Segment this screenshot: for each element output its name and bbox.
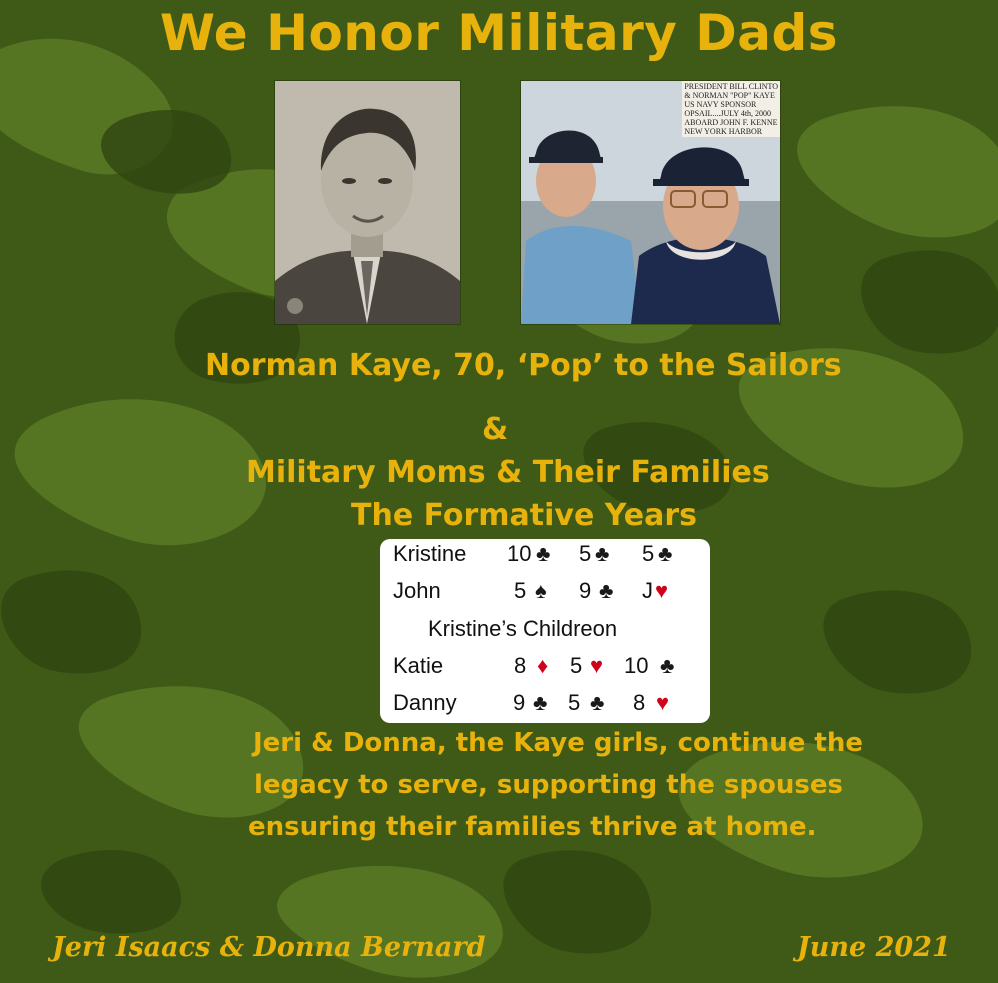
body-line-2: legacy to serve, supporting the spouses (254, 770, 843, 800)
group-photo (521, 81, 780, 324)
caption-line: & NORMAN "POP" KAYE (684, 91, 775, 100)
diamond-icon: ♦ (537, 653, 549, 678)
headline-line-3: Military Moms & Their Families (246, 455, 770, 490)
heart-icon: ♥ (590, 653, 604, 678)
card-value: 9 (579, 578, 592, 603)
body-line-1: Jeri & Donna, the Kaye girls, continue the (253, 728, 863, 758)
caption-line: NEW YORK HARBOR (684, 127, 763, 136)
headline-line-1: Norman Kaye, 70, ‘Pop’ to the Sailors (205, 348, 842, 383)
card-value: 5 (579, 541, 592, 566)
heart-icon: ♥ (655, 578, 669, 603)
card-value: 8 (514, 653, 527, 678)
card-hands-panel (380, 539, 710, 723)
card-value: 10 (507, 541, 532, 566)
card-value: 5 (568, 690, 581, 715)
headline-ampersand: & (482, 412, 509, 447)
player-name: John (393, 578, 441, 603)
card-value: 5 (514, 578, 527, 603)
card-value: 8 (633, 690, 646, 715)
player-name: Danny (393, 690, 457, 715)
card-value: 9 (513, 690, 526, 715)
caption-line: US NAVY SPONSOR (684, 100, 757, 109)
club-icon: ♣ (536, 541, 551, 566)
club-icon: ♣ (533, 690, 548, 715)
club-icon: ♣ (658, 541, 673, 566)
card-value: J (642, 578, 653, 603)
portrait-photo (275, 81, 460, 324)
footer-date: June 2021 (797, 932, 951, 963)
section-heading: Kristine’s Childreon (428, 616, 618, 641)
list-item (380, 653, 710, 683)
list-item (380, 541, 710, 571)
player-name: Katie (393, 653, 444, 678)
body-line-3: ensuring their families thrive at home. (248, 812, 817, 842)
caption-line: OPSAIL....JULY 4th, 2000 (684, 109, 772, 118)
caption-line: ABOARD JOHN F. KENNE (684, 118, 778, 127)
page-title: We Honor Military Dads (159, 4, 839, 62)
footer-authors: Jeri Isaacs & Donna Bernard (52, 932, 486, 963)
portrait-photo-icon (275, 81, 460, 324)
list-item (380, 578, 710, 608)
club-icon: ♣ (595, 541, 610, 566)
card-value: 5 (570, 653, 583, 678)
club-icon: ♣ (590, 690, 605, 715)
spade-icon: ♠ (535, 578, 547, 603)
list-item (380, 690, 710, 720)
player-name: Kristine (393, 541, 467, 566)
card-value: 10 (624, 653, 649, 678)
list-item (380, 616, 710, 646)
club-icon: ♣ (599, 578, 614, 603)
heart-icon: ♥ (656, 690, 670, 715)
photo-caption (682, 81, 780, 137)
caption-line: PRESIDENT BILL CLINTO (684, 82, 778, 91)
card-value: 5 (642, 541, 655, 566)
club-icon: ♣ (660, 653, 675, 678)
headline-line-4: The Formative Years (351, 498, 697, 533)
